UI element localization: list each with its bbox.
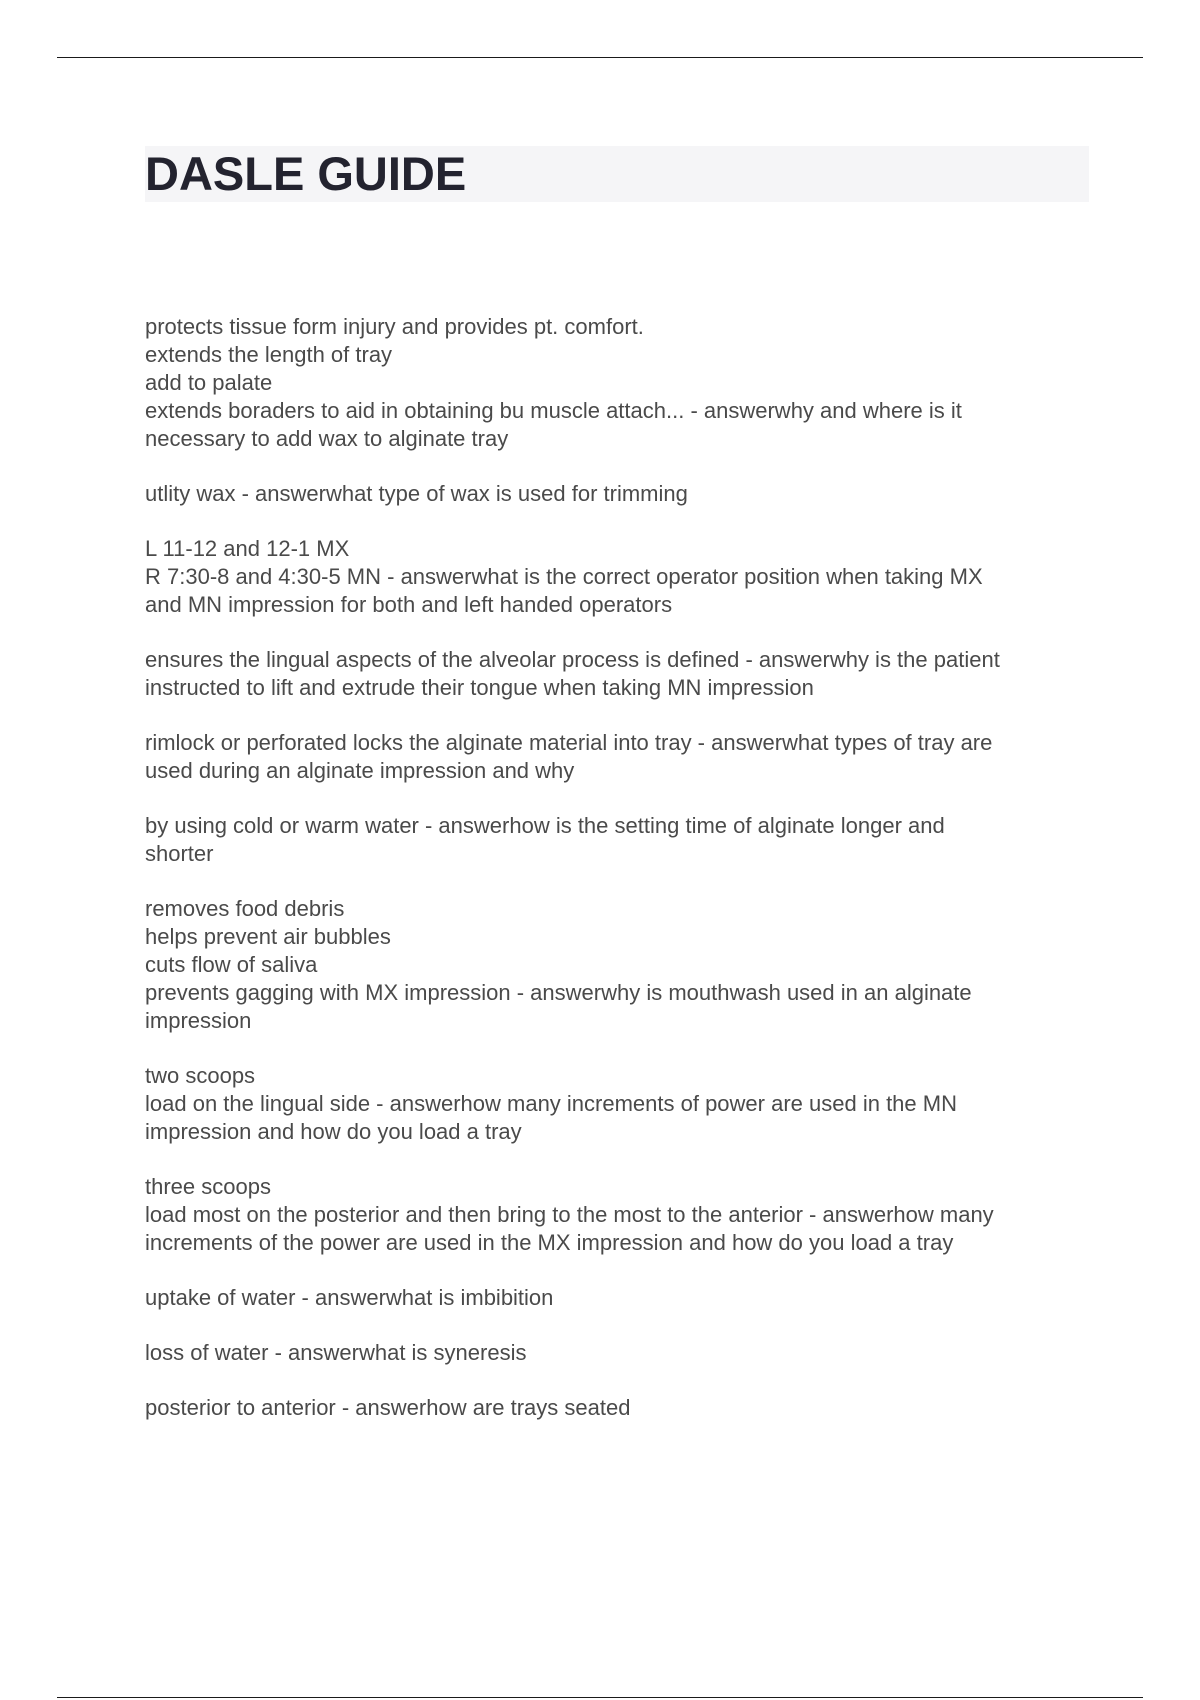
- qa-paragraph: [145, 646, 1095, 702]
- document-body: [145, 313, 1095, 1449]
- text-line: extends the length of tray: [145, 342, 393, 367]
- text-line: necessary to add wax to alginate tray: [145, 426, 509, 451]
- text-line: loss of water - answerwhat is syneresis: [145, 1340, 527, 1365]
- text-line: add to palate: [145, 370, 273, 395]
- text-line: rimlock or perforated locks the alginate material into tray - answerwhat types of tray are: [145, 730, 993, 755]
- qa-paragraph: [145, 535, 1095, 619]
- document-title: DASLE GUIDE: [145, 147, 467, 200]
- text-line: two scoops: [145, 1063, 256, 1088]
- text-line: load most on the posterior and then bring to the most to the anterior - answerhow many: [145, 1202, 994, 1227]
- qa-paragraph: [145, 812, 1095, 868]
- text-line: L 11-12 and 12-1 MX: [145, 536, 350, 561]
- qa-paragraph: [145, 480, 1095, 508]
- text-line: impression: [145, 1008, 252, 1033]
- text-line: posterior to anterior - answerhow are trays seated: [145, 1395, 631, 1420]
- text-line: impression and how do you load a tray: [145, 1119, 522, 1144]
- text-line: shorter: [145, 841, 214, 866]
- text-line: uptake of water - answerwhat is imbibition: [145, 1285, 554, 1310]
- qa-paragraph: [145, 1173, 1095, 1257]
- text-line: load on the lingual side - answerhow many increments of power are used in the MN: [145, 1091, 957, 1116]
- header-rule: [57, 57, 1143, 58]
- qa-paragraph: [145, 1284, 1095, 1312]
- text-line: ensures the lingual aspects of the alveolar process is defined - answerwhy is the patient: [145, 647, 1000, 672]
- qa-paragraph: [145, 313, 1095, 453]
- qa-paragraph: [145, 1394, 1095, 1422]
- qa-paragraph: [145, 1339, 1095, 1367]
- text-line: removes food debris: [145, 896, 345, 921]
- text-line: utlity wax - answerwhat type of wax is used for trimming: [145, 481, 688, 506]
- text-line: and MN impression for both and left handed operators: [145, 592, 673, 617]
- text-line: R 7:30-8 and 4:30-5 MN - answerwhat is the correct operator position when taking MX: [145, 564, 983, 589]
- qa-paragraph: [145, 895, 1095, 1035]
- text-line: protects tissue form injury and provides pt. comfort.: [145, 314, 644, 339]
- footer-rule: [57, 1697, 1143, 1698]
- text-line: extends boraders to aid in obtaining bu muscle attach... - answerwhy and where is it: [145, 398, 962, 423]
- text-line: by using cold or warm water - answerhow is the setting time of alginate longer and: [145, 813, 945, 838]
- text-line: helps prevent air bubbles: [145, 924, 391, 949]
- text-line: increments of the power are used in the MX impression and how do you load a tray: [145, 1230, 954, 1255]
- text-line: instructed to lift and extrude their tongue when taking MN impression: [145, 675, 814, 700]
- qa-paragraph: [145, 729, 1095, 785]
- text-line: three scoops: [145, 1174, 271, 1199]
- text-line: prevents gagging with MX impression - answerwhy is mouthwash used in an alginate: [145, 980, 972, 1005]
- text-line: cuts flow of saliva: [145, 952, 318, 977]
- qa-paragraph: [145, 1062, 1095, 1146]
- text-line: used during an alginate impression and why: [145, 758, 575, 783]
